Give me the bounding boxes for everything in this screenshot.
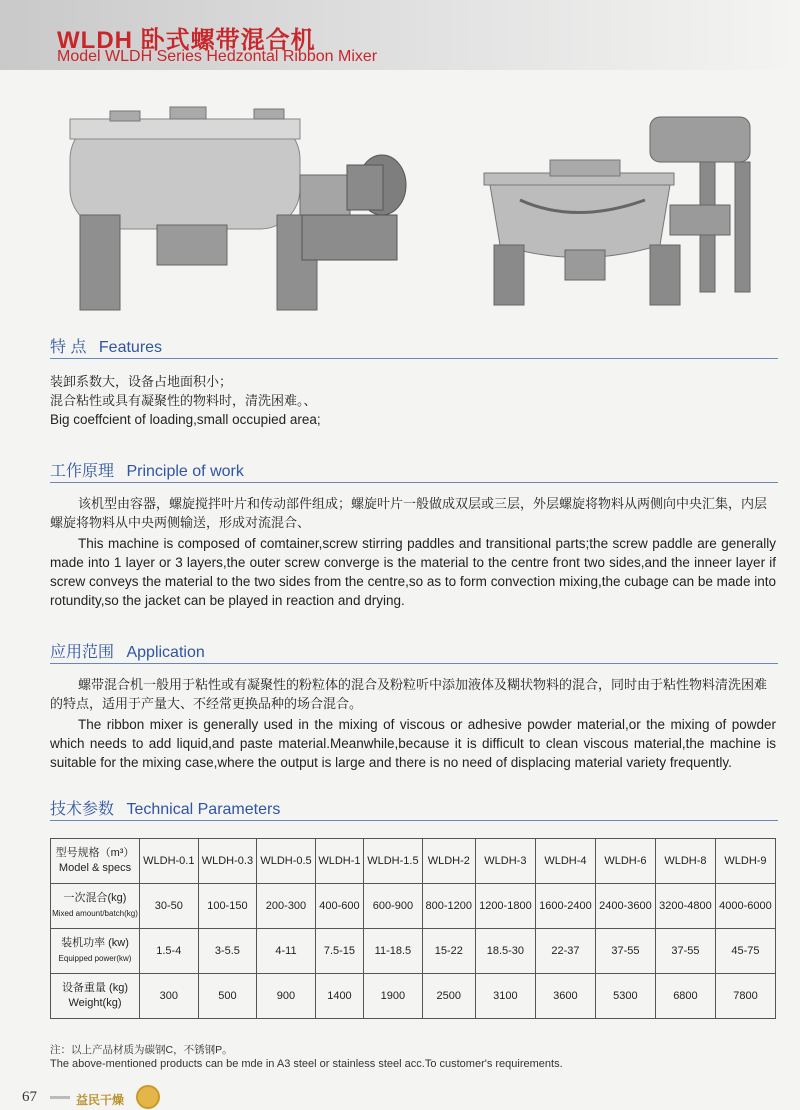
tech-heading-cn: 技术参数 — [50, 801, 115, 818]
table-cell: 7800 — [715, 974, 775, 1019]
table-cell: 1400 — [315, 974, 363, 1019]
row-label-en: Weight(kg) — [68, 997, 122, 1009]
footer-brand: 益民干燥 — [76, 1093, 125, 1107]
application-heading-cn: 应用范围 — [50, 644, 115, 661]
principle-heading-en: Principle of work — [126, 463, 244, 480]
features-list — [50, 372, 776, 429]
table-cell: 300 — [140, 974, 199, 1019]
header-label-en: Model & specs — [58, 862, 132, 874]
tech-heading-en: Technical Parameters — [126, 801, 281, 818]
footer-divider — [50, 1096, 70, 1099]
mixer-photo-right — [480, 105, 770, 315]
principle-en: This machine is composed of comtainer,screw stirring paddles and transitional parts;the screw paddle are generally made into 1 layer or 3 layers,the outer screw converge is the material to the centre front two sides,and the inneer layer if screw conveys the material to the two sides from the centre,so as to form convection mixing,the cubage can be made into rotundity,so the jacket can be played in reaction and drying. — [50, 536, 776, 608]
mixer-photo-left — [62, 105, 412, 315]
table-header-row — [51, 839, 776, 884]
table-cell: 2500 — [422, 974, 475, 1019]
table-cell: 400-600 — [315, 884, 363, 929]
application-cn: 螺带混合机一般用于粘性或有凝聚性的粉粒体的混合及粉粒听中添加液体及糊状物料的混合，同时由于粘性物料清洗困难的特点，适用于产量大、不经常更换品种的场合混合。 — [50, 677, 768, 711]
table-cell: 3200-4800 — [655, 884, 715, 929]
note-cn: 注：以上产品材质为碳钢C，不锈钢P。 — [50, 1044, 233, 1056]
row-label-cell — [51, 884, 140, 929]
table-cell: 1.5-4 — [140, 929, 199, 974]
section-tech-heading — [50, 796, 778, 821]
table-cell: 30-50 — [140, 884, 199, 929]
header-label-cn: 型号规格（m³） — [55, 847, 135, 859]
model-cell: WLDH-3 — [475, 839, 535, 884]
header-label-cell — [51, 839, 140, 884]
row-label-cn: 装机功率 (kw) — [61, 937, 129, 949]
table-cell: 1200-1800 — [475, 884, 535, 929]
model-cell: WLDH-6 — [595, 839, 655, 884]
table-cell: 800-1200 — [422, 884, 475, 929]
table-cell: 3-5.5 — [198, 929, 257, 974]
feature-line: 混合粘性或具有凝聚性的物料时，清洗困难。、 — [50, 393, 317, 408]
features-heading-cn: 特 点 — [50, 339, 87, 356]
application-heading-en: Application — [126, 644, 205, 661]
table-cell: 2400-3600 — [595, 884, 655, 929]
table-cell: 900 — [257, 974, 316, 1019]
model-cell: WLDH-0.1 — [140, 839, 199, 884]
table-cell: 18.5-30 — [475, 929, 535, 974]
table-cell: 5300 — [595, 974, 655, 1019]
model-cell: WLDH-1 — [315, 839, 363, 884]
page-title-cn: WLDH 卧式螺带混合机 — [57, 27, 316, 54]
table-cell: 1900 — [364, 974, 423, 1019]
page-number: 67 — [22, 1089, 37, 1105]
principle-cn: 该机型由容器，螺旋搅拌叶片和传动部件组成；螺旋叶片一般做成双层或三层，外层螺旋将物料从两侧向中央汇集，内层螺旋将物料从中央两侧输送，形成对流混合、 — [50, 496, 768, 530]
model-cell: WLDH-0.5 — [257, 839, 316, 884]
feature-line: 装卸系数大，设备占地面积小； — [50, 374, 233, 389]
principle-text — [50, 494, 776, 610]
tech-table — [50, 838, 776, 1019]
application-en: The ribbon mixer is generally used in the mixing of viscous or adhesive powder material,or the mixing of powder which needs to add liquid,and paste material.Meanwhile,because it is difficult to clean viscous material,the machine is suitable for the mixing case,where the output is large and there is no need of displacing material variety frequently. — [50, 717, 776, 770]
table-cell: 37-55 — [655, 929, 715, 974]
table-cell: 4000-6000 — [715, 884, 775, 929]
table-cell: 3600 — [535, 974, 595, 1019]
model-cell: WLDH-9 — [715, 839, 775, 884]
table-cell: 15-22 — [422, 929, 475, 974]
table-cell: 37-55 — [595, 929, 655, 974]
table-row-power — [51, 929, 776, 974]
table-cell: 7.5-15 — [315, 929, 363, 974]
section-features-heading — [50, 334, 778, 359]
table-cell: 6800 — [655, 974, 715, 1019]
feature-line: Big coeffcient of loading,small occupied area; — [50, 412, 321, 427]
table-cell: 45-75 — [715, 929, 775, 974]
model-cell: WLDH-4 — [535, 839, 595, 884]
note-en: The above-mentioned products can be mde in A3 steel or stainless steel acc.To customer's requirements. — [50, 1058, 563, 1070]
model-cell: WLDH-2 — [422, 839, 475, 884]
table-cell: 500 — [198, 974, 257, 1019]
page-title-en: Model WLDH Series Hedzontal Ribbon Mixer — [57, 48, 378, 65]
model-cell: WLDH-0.3 — [198, 839, 257, 884]
row-label-en: Equipped power(kw) — [58, 954, 132, 963]
row-label-cell — [51, 929, 140, 974]
table-row-mixed-amount — [51, 884, 776, 929]
section-application-heading — [50, 639, 778, 664]
table-cell: 22-37 — [535, 929, 595, 974]
row-label-cn: 设备重量 (kg) — [62, 982, 128, 994]
table-row-weight — [51, 974, 776, 1019]
row-label-cell — [51, 974, 140, 1019]
principle-heading-cn: 工作原理 — [50, 463, 115, 480]
table-cell: 11-18.5 — [364, 929, 423, 974]
row-label-en: Mixed amount/batch(kg) — [52, 909, 138, 918]
row-label-cn: 一次混合(kg) — [63, 892, 127, 904]
section-principle-heading — [50, 458, 778, 483]
brand-logo-icon — [136, 1085, 160, 1109]
table-cell: 200-300 — [257, 884, 316, 929]
table-cell: 4-11 — [257, 929, 316, 974]
table-cell: 3100 — [475, 974, 535, 1019]
table-cell: 1600-2400 — [535, 884, 595, 929]
table-cell: 100-150 — [198, 884, 257, 929]
model-cell: WLDH-8 — [655, 839, 715, 884]
model-cell: WLDH-1.5 — [364, 839, 423, 884]
application-text — [50, 675, 776, 772]
table-cell: 600-900 — [364, 884, 423, 929]
features-heading-en: Features — [98, 339, 163, 356]
